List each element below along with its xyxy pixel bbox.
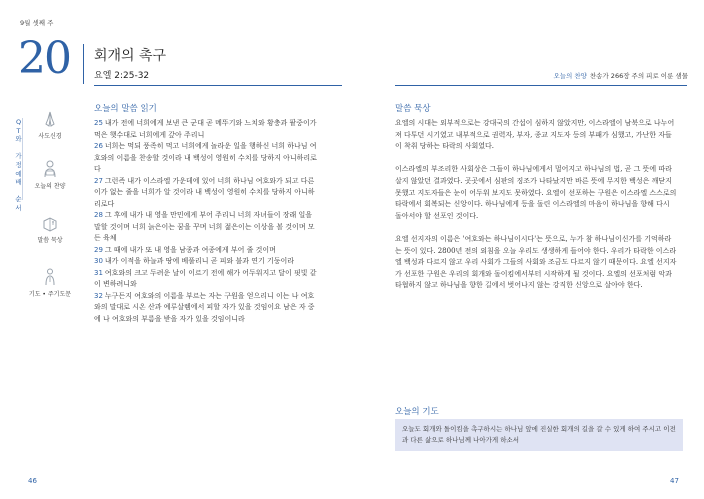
- right-header-rule: [395, 85, 687, 86]
- page-number-right: 47: [670, 477, 679, 485]
- praying-hands-icon: [42, 110, 58, 128]
- verse: 25 내가 전에 너희에게 보낸 큰 군대 곧 메뚜기와 느치와 황충과 팥중이가 먹은 햇수대로 너희에게 갚아 주리니: [94, 119, 317, 139]
- step-apostles-creed: [22, 110, 78, 140]
- day-number: 20: [18, 33, 70, 84]
- step-prayer-lords-prayer: [22, 268, 78, 298]
- hymn-label: 오늘의 찬양: [553, 72, 587, 80]
- hymn-text: 찬송가 266장 주의 피로 이룬 샘물: [589, 72, 688, 80]
- sidebar-vertical-title: Q T 와 가 정 예 배 순 서: [15, 118, 22, 212]
- step-label: 사도신경: [38, 133, 62, 140]
- meditation-paragraph: 이스라엘의 부조리한 사회상은 그들이 하나님에게서 멀어지고 하나님의 법, 곧 그 뜻에 따라 살지 않았던 결과였다. 곳곳에서 심판의 징조가 나타났지만 바른 뜻에 무지한 백성은 깨닫지 못했고 지도자들은 눈이 어두워 보지도 못하였다. 요엘이 선포하는 구원은 이스라엘 스스로의 타락에서 회복되는 신앙이다. 하나님에게 등을 돌린 이스라엘의 마음이 하나님을 향해 다시 돌아서야 할 선포인 것이다.: [395, 165, 677, 220]
- meditation-body: [395, 118, 677, 304]
- verse: 26 너희는 먹되 풍족히 먹고 너희에게 놀라운 일을 행하신 너희 하나님 여호와의 이름을 찬송할 것이라 내 백성이 영원히 수치를 당하지 아니하리로다: [94, 142, 317, 173]
- meditation-paragraph: 요엘의 시대는 외부적으로는 강대국의 간섭이 심하지 않았지만, 이스라엘이 남북으로 나누어져 다투던 시기였고 내부적으로 권력자, 부자, 종교 지도자 등의 부패가 심했고, 가난한 자들이 착취 당하는 타락의 사회였다.: [395, 119, 675, 151]
- left-header-rule: [94, 85, 342, 86]
- singing-person-icon: [42, 160, 58, 178]
- step-word-meditation: [22, 214, 78, 244]
- meditation-heading: 말씀 묵상: [395, 104, 431, 114]
- reading-heading: 오늘의 말씀 읽기: [94, 104, 157, 114]
- meditation-paragraph: 요엘 선지자의 이름은 '여호와는 하나님이시다'는 뜻으로, 누가 참 하나님이신가를 기억하라는 뜻이 있다. 2800년 전의 외침을 오늘 우리도 생생하게 들어야 한다. 우리가 타락한 이스라엘 백성과 다르지 않고 우리 사회가 그들의 사회와 조금도 다르지 않기 때문이다. 요엘 선지자가 선포한 구원은 우리의 회개와 돌이킴에서부터 시작하게 될 것이다. 요엘의 선포처럼 악과 타협하지 않고 하나님을 향한 길에서 벗어나지 않는 강직한 신앙으로 살아야 한다.: [395, 234, 677, 290]
- page-title: 회개의 촉구: [94, 48, 167, 64]
- verse: 27 그런즉 내가 이스라엘 가운데에 있어 너희 하나님 여호와가 되고 다른 이가 없는 줄을 너희가 알 것이라 내 백성이 영원히 수치를 당하지 아니하리로다: [94, 176, 315, 208]
- hymn-of-the-day: [553, 71, 688, 80]
- verse: 31 여호와의 크고 두려운 날이 이르기 전에 해가 어두워지고 달이 핏빛 같이 변하려니와: [94, 268, 317, 288]
- verse: 28 그 후에 내가 내 영을 만민에게 부어 주리니 너희 자녀들이 장래 일을 말할 것이며 너희 늙은이는 꿈을 꾸며 너희 젊은이는 이상을 볼 것이며 모든 육체: [94, 211, 315, 242]
- verse: 30 내가 이적을 하늘과 땅에 베풀리니 곧 피와 불과 연기 기둥이라: [94, 257, 294, 265]
- step-label: 기도 • 주기도문: [28, 291, 72, 298]
- step-todays-hymn: [22, 160, 78, 190]
- prayer-box: 오늘도 회개와 돌이킴을 촉구하시는 하나님 앞에 진실한 회개의 길을 갈 수 있게 하여 주시고 이전과 다른 삶으로 하나님께 나아가게 하소서: [395, 419, 683, 451]
- step-label: 말씀 묵상: [37, 237, 63, 244]
- header-divider: [83, 44, 84, 84]
- step-label: 오늘의 찬양: [34, 183, 66, 190]
- prayer-icon: [42, 268, 58, 286]
- verse: 29 그 때에 내가 또 내 영을 남종과 여종에게 부어 줄 것이며: [94, 245, 276, 254]
- prayer-heading: 오늘의 기도: [395, 407, 439, 417]
- bible-icon: [42, 214, 58, 232]
- scripture-reference: 요엘 2:25-32: [94, 71, 150, 81]
- verse: 32 누구든지 여호와의 이름을 부르는 자는 구원을 얻으리니 이는 나 여호와의 말대로 시온 산과 예루살렘에서 피할 자가 있을 것임이요 남은 자 중에 나 여호와의 부름을 받을 자가 있을 것임이니라: [94, 291, 315, 323]
- page-number-left: 46: [28, 477, 37, 485]
- week-label: 9월 셋째 주: [20, 19, 54, 27]
- verse-list: [94, 118, 319, 325]
